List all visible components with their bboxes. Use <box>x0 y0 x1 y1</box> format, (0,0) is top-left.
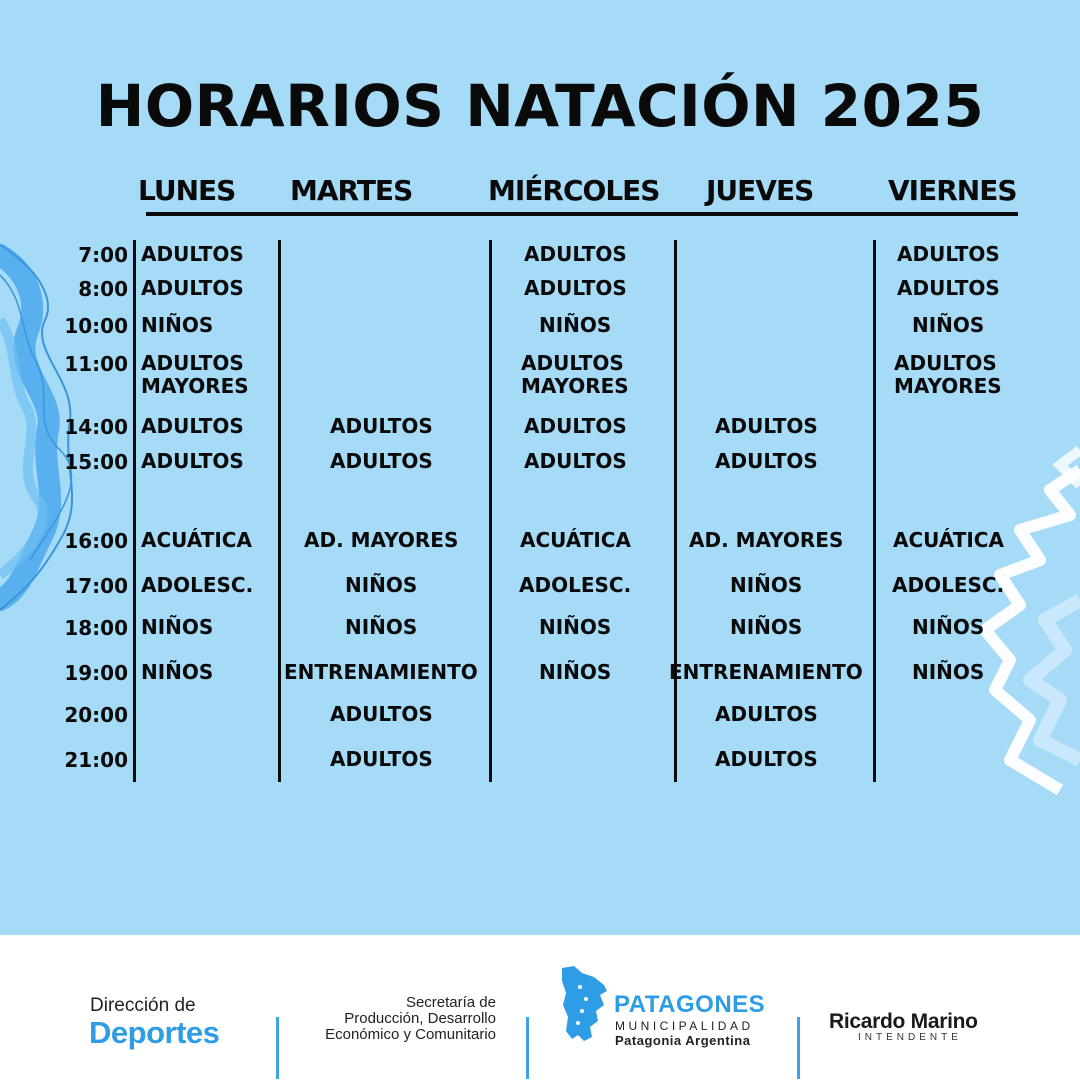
schedule-cell-jueves: ENTRENAMIENTO <box>669 660 863 684</box>
schedule-cell-miercoles: ADULTOS <box>524 449 627 473</box>
schedule-cell-lunes: ADULTOS <box>141 449 244 473</box>
schedule-cell-jueves: AD. MAYORES <box>689 528 844 552</box>
schedule-cell-miercoles: ACUÁTICA <box>520 528 631 552</box>
schedule-cell-viernes: ADULTOS <box>897 242 1000 266</box>
schedule-cell-lunes: ADULTOS <box>141 242 244 266</box>
schedule-cell-jueves: ADULTOS <box>715 449 818 473</box>
schedule-cell-lunes: ADULTOS <box>141 414 244 438</box>
schedule-cell-martes: ADULTOS <box>330 449 433 473</box>
schedule-cell-jueves: ADULTOS <box>715 747 818 771</box>
schedule-cell-viernes: ACUÁTICA <box>893 528 1004 552</box>
schedule-cell-martes: ADULTOS <box>330 747 433 771</box>
right-wave-decoration <box>985 450 1080 790</box>
schedule-cell-miercoles: ADULTOS <box>524 414 627 438</box>
time-label: 21:00 <box>64 748 128 772</box>
footer-separator <box>797 1017 800 1079</box>
schedule-cell-miercoles: ADOLESC. <box>519 573 632 597</box>
schedule-cell-martes: NIÑOS <box>345 615 418 639</box>
patagonia-argentina-label: Patagonia Argentina <box>615 1033 751 1048</box>
day-header-martes: MARTES <box>290 174 413 207</box>
column-divider <box>278 240 281 782</box>
column-divider <box>674 240 677 782</box>
secretaria-label <box>290 995 496 1043</box>
page-title: HORARIOS NATACIÓN 2025 <box>95 72 985 140</box>
schedule-cell-lunes: NIÑOS <box>141 660 214 684</box>
column-divider <box>133 240 136 782</box>
header-divider <box>146 212 1018 216</box>
time-label: 8:00 <box>78 277 128 301</box>
municipalidad-label: MUNICIPALIDAD <box>615 1019 754 1033</box>
footer-separator <box>276 1017 279 1079</box>
intendente-name: Ricardo Marino <box>829 1010 978 1033</box>
schedule-cell-viernes: ADULTOS <box>897 276 1000 300</box>
time-label: 19:00 <box>64 661 128 685</box>
schedule-cell-lunes: ADOLESC. <box>141 573 254 597</box>
schedule-cell-viernes: NIÑOS <box>912 615 985 639</box>
schedule-cell-martes: AD. MAYORES <box>304 528 459 552</box>
day-header-miercoles: MIÉRCOLES <box>488 174 660 207</box>
schedule-cell-viernes: ADOLESC. <box>892 573 1005 597</box>
schedule-cell-miercoles: NIÑOS <box>539 660 612 684</box>
time-label: 10:00 <box>64 314 128 338</box>
secretaria-line: Económico y Comunitario <box>325 1026 496 1043</box>
footer-separator <box>526 1017 529 1079</box>
day-header-lunes: LUNES <box>138 174 236 207</box>
time-label: 11:00 <box>64 352 128 376</box>
secretaria-line: Producción, Desarrollo <box>344 1010 496 1027</box>
time-label: 7:00 <box>78 243 128 267</box>
time-label: 17:00 <box>64 574 128 598</box>
patagones-map-logo <box>560 965 610 1045</box>
deportes-logo-text: Deportes <box>89 1015 220 1050</box>
schedule-cell-martes: NIÑOS <box>345 573 418 597</box>
schedule-cell-lunes: NIÑOS <box>141 313 214 337</box>
schedule-cell-miercoles: NIÑOS <box>539 615 612 639</box>
time-label: 15:00 <box>64 450 128 474</box>
day-header-jueves: JUEVES <box>706 174 814 207</box>
direccion-label: Dirección de <box>90 995 196 1016</box>
schedule-cell-jueves: ADULTOS <box>715 702 818 726</box>
schedule-cell-lunes: NIÑOS <box>141 615 214 639</box>
day-header-viernes: VIERNES <box>888 174 1017 207</box>
schedule-cell-miercoles: ADULTOS <box>524 276 627 300</box>
schedule-cell-miercoles: NIÑOS <box>539 313 612 337</box>
schedule-cell-martes: ADULTOS <box>330 702 433 726</box>
time-label: 18:00 <box>64 616 128 640</box>
schedule-cell-miercoles: ADULTOS <box>524 242 627 266</box>
secretaria-line: Secretaría de <box>405 994 496 1011</box>
intendente-role: INTENDENTE <box>858 1032 962 1043</box>
schedule-cell-jueves: ADULTOS <box>715 414 818 438</box>
column-divider <box>489 240 492 782</box>
patagones-name: PATAGONES <box>614 991 766 1018</box>
schedule-cell-viernes: ADULTOS MAYORES <box>894 351 1002 398</box>
schedule-cell-viernes: NIÑOS <box>912 313 985 337</box>
schedule-cell-lunes: ACUÁTICA <box>141 528 252 552</box>
time-label: 20:00 <box>64 703 128 727</box>
schedule-cell-miercoles: ADULTOS MAYORES <box>521 351 629 398</box>
schedule-cell-lunes: ADULTOS MAYORES <box>141 351 249 398</box>
schedule-cell-jueves: NIÑOS <box>730 615 803 639</box>
schedule-cell-jueves: NIÑOS <box>730 573 803 597</box>
column-divider <box>873 240 876 782</box>
schedule-cell-lunes: ADULTOS <box>141 276 244 300</box>
schedule-cell-viernes: NIÑOS <box>912 660 985 684</box>
time-label: 14:00 <box>64 415 128 439</box>
time-label: 16:00 <box>64 529 128 553</box>
footer-bar <box>0 935 1080 1080</box>
schedule-cell-martes: ENTRENAMIENTO <box>284 660 478 684</box>
schedule-cell-martes: ADULTOS <box>330 414 433 438</box>
